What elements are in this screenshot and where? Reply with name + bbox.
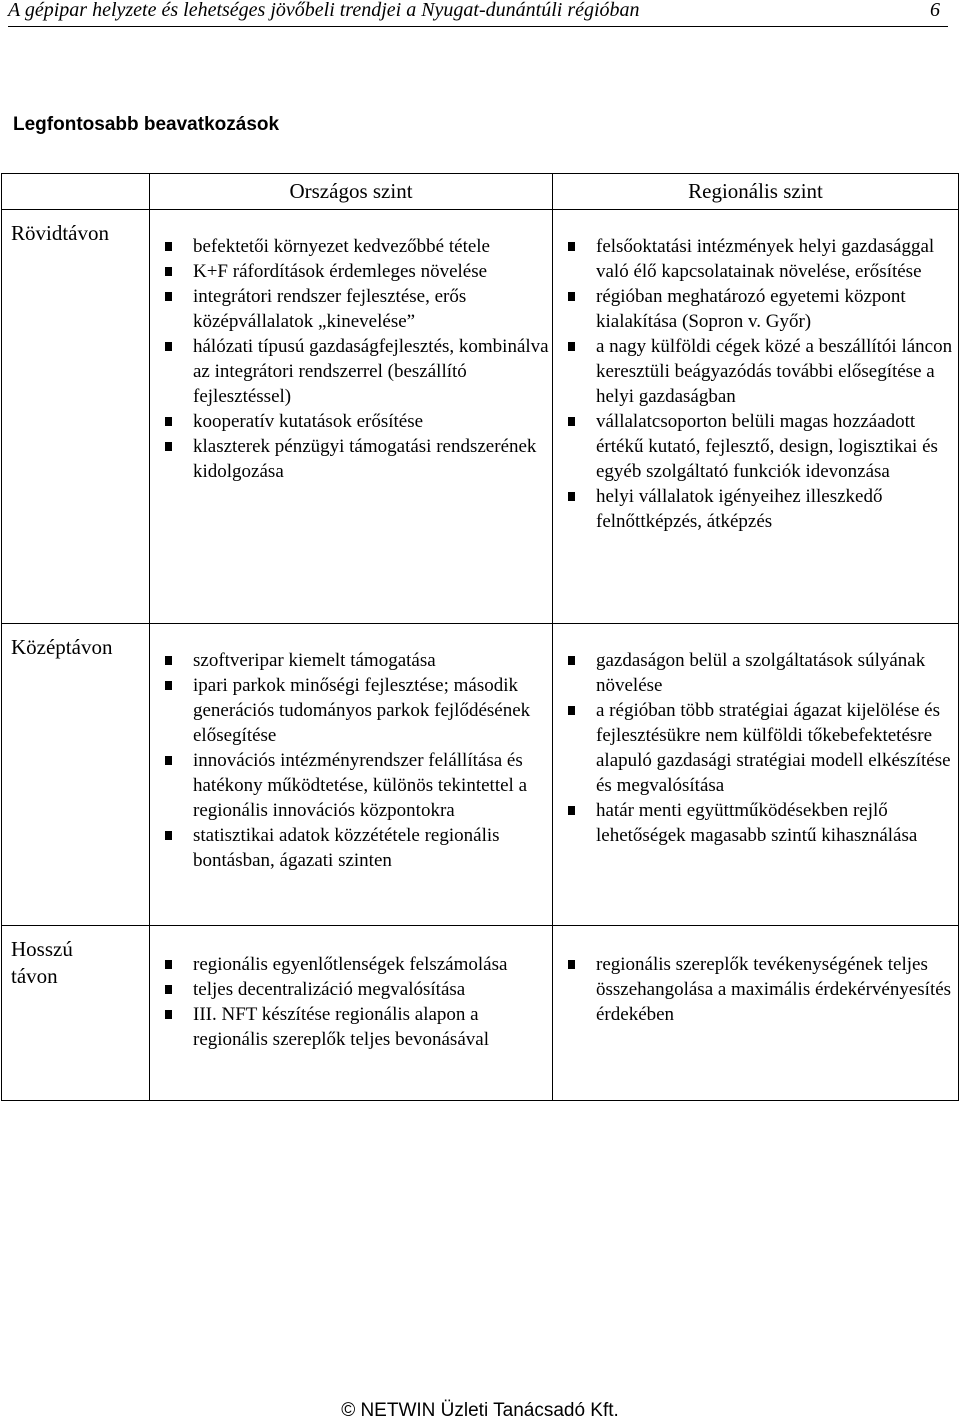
bullet-icon [165,242,172,251]
list-item-text: klaszterek pénzügyi támogatási rendszerének kidolgozása [193,436,537,482]
page-footer: © NETWIN Üzleti Tanácsadó Kft. [341,1400,619,1421]
list-item [150,259,552,284]
cell-long-term-regional [553,926,959,1101]
table-row-medium-term [2,624,959,926]
list-item [553,284,958,334]
bullet-icon [165,756,172,765]
column-header-regional: Regionális szint [553,174,959,210]
bullet-icon [568,492,575,501]
list-item [553,952,958,1027]
bullet-list [150,234,552,484]
bullet-icon [165,985,172,994]
bullet-list [553,234,958,534]
list-item-text: innovációs intézményrendszer felállítása és hatékony működtetése, különös tekintettel a regionális innovációs központokra [193,750,528,821]
cell-medium-term-national [150,624,553,926]
bullet-icon [568,342,575,351]
list-item-text: K+F ráfordítások érdemleges növelése [193,261,488,282]
bullet-icon [568,656,575,665]
bullet-list [150,648,552,873]
page-header [8,0,948,27]
list-item-text: szoftveripar kiemelt támogatása [193,650,436,671]
bullet-icon [568,292,575,301]
cell-long-term-national [150,926,553,1101]
list-item [150,952,552,977]
cell-short-term-national [150,210,553,624]
list-item [150,823,552,873]
page-number: 6 [930,0,940,21]
list-item [150,409,552,434]
list-item [150,648,552,673]
list-item [150,673,552,748]
list-item [553,334,958,409]
list-item-text: regionális szereplők tevékenységének teljes összehangolása a maximális érdekérvényesítés érdekében [596,954,952,1025]
list-item-text: regionális egyenlőtlenségek felszámolása [193,954,508,975]
list-item [150,977,552,1002]
list-item [150,434,552,484]
bullet-list [150,952,552,1052]
list-item-text: befektetői környezet kedvezőbbé tétele [193,236,490,257]
bullet-icon [165,656,172,665]
bullet-icon [165,681,172,690]
bullet-icon [568,242,575,251]
row-label-short-term: Rövidtávon [2,210,150,624]
bullet-icon [568,960,575,969]
table-row-short-term [2,210,959,624]
list-item-text: régióban meghatározó egyetemi központ kialakítása (Sopron v. Győr) [596,286,906,332]
bullet-list [553,952,958,1027]
bullet-icon [568,806,575,815]
list-item-text: III. NFT készítése regionális alapon a regionális szereplők teljes bevonásával [193,1004,489,1050]
bullet-icon [165,292,172,301]
interventions-table [1,173,959,1101]
bullet-icon [165,442,172,451]
list-item [553,798,958,848]
table-row-long-term [2,926,959,1101]
list-item-text: határ menti együttműködésekben rejlő lehetőségek magasabb szintű kihasználása [596,800,918,846]
list-item [553,409,958,484]
list-item-text: a régióban több stratégiai ágazat kijelölése és fejlesztésükre nem külföldi tőkebefektetésre alapuló gazdasági stratégiai modell elkészítése és megvalósítása [596,700,951,796]
list-item [553,484,958,534]
bullet-list [553,648,958,848]
list-item [150,284,552,334]
bullet-icon [568,417,575,426]
list-item-text: kooperatív kutatások erősítése [193,411,424,432]
bullet-icon [165,1010,172,1019]
list-item-text: statisztikai adatok közzététele regionális bontásban, ágazati szinten [193,825,500,871]
list-item [553,648,958,698]
column-header-national: Országos szint [150,174,553,210]
list-item-text: teljes decentralizáció megvalósítása [193,979,466,1000]
document-title: A gépipar helyzete és lehetséges jövőbeli trendjei a Nyugat-dunántúli régióban [8,0,640,21]
list-item-text: gazdaságon belül a szolgáltatások súlyának növelése [596,650,926,696]
list-item-text: ipari parkok minőségi fejlesztése; második generációs tudományos parkok fejlődésének elősegítése [193,675,531,746]
bullet-icon [165,417,172,426]
list-item [553,234,958,284]
list-item [150,748,552,823]
list-item [150,1002,552,1052]
list-item-text: helyi vállalatok igényeihez illeszkedő felnőttképzés, átképzés [596,486,883,532]
bullet-icon [165,342,172,351]
row-label-medium-term: Középtávon [2,624,150,926]
row-label-long-term: Hosszú távon [2,926,150,1101]
list-item-text: vállalatcsoporton belüli magas hozzáadott értékű kutató, fejlesztő, design, logisztikai és egyéb szolgáltató funkciók idevonzása [596,411,938,482]
cell-medium-term-regional [553,624,959,926]
section-title: Legfontosabb beavatkozások [13,114,280,135]
list-item-text: felsőoktatási intézmények helyi gazdasággal való élő kapcsolatainak növelése, erősítése [596,236,935,282]
list-item [150,234,552,259]
table-corner-cell [2,174,150,210]
list-item-text: hálózati típusú gazdaságfejlesztés, kombinálva az integrátori rendszerrel (beszállító fejlesztéssel) [193,336,549,407]
bullet-icon [165,831,172,840]
bullet-icon [165,960,172,969]
list-item [150,334,552,409]
bullet-icon [568,706,575,715]
cell-short-term-regional [553,210,959,624]
bullet-icon [165,267,172,276]
list-item-text: integrátori rendszer fejlesztése, erős középvállalatok „kinevelése” [193,286,467,332]
list-item [553,698,958,798]
table-header-row [2,174,959,210]
list-item-text: a nagy külföldi cégek közé a beszállítói láncon keresztüli beágyazódás további elősegítése a helyi gazdaságban [596,336,953,407]
